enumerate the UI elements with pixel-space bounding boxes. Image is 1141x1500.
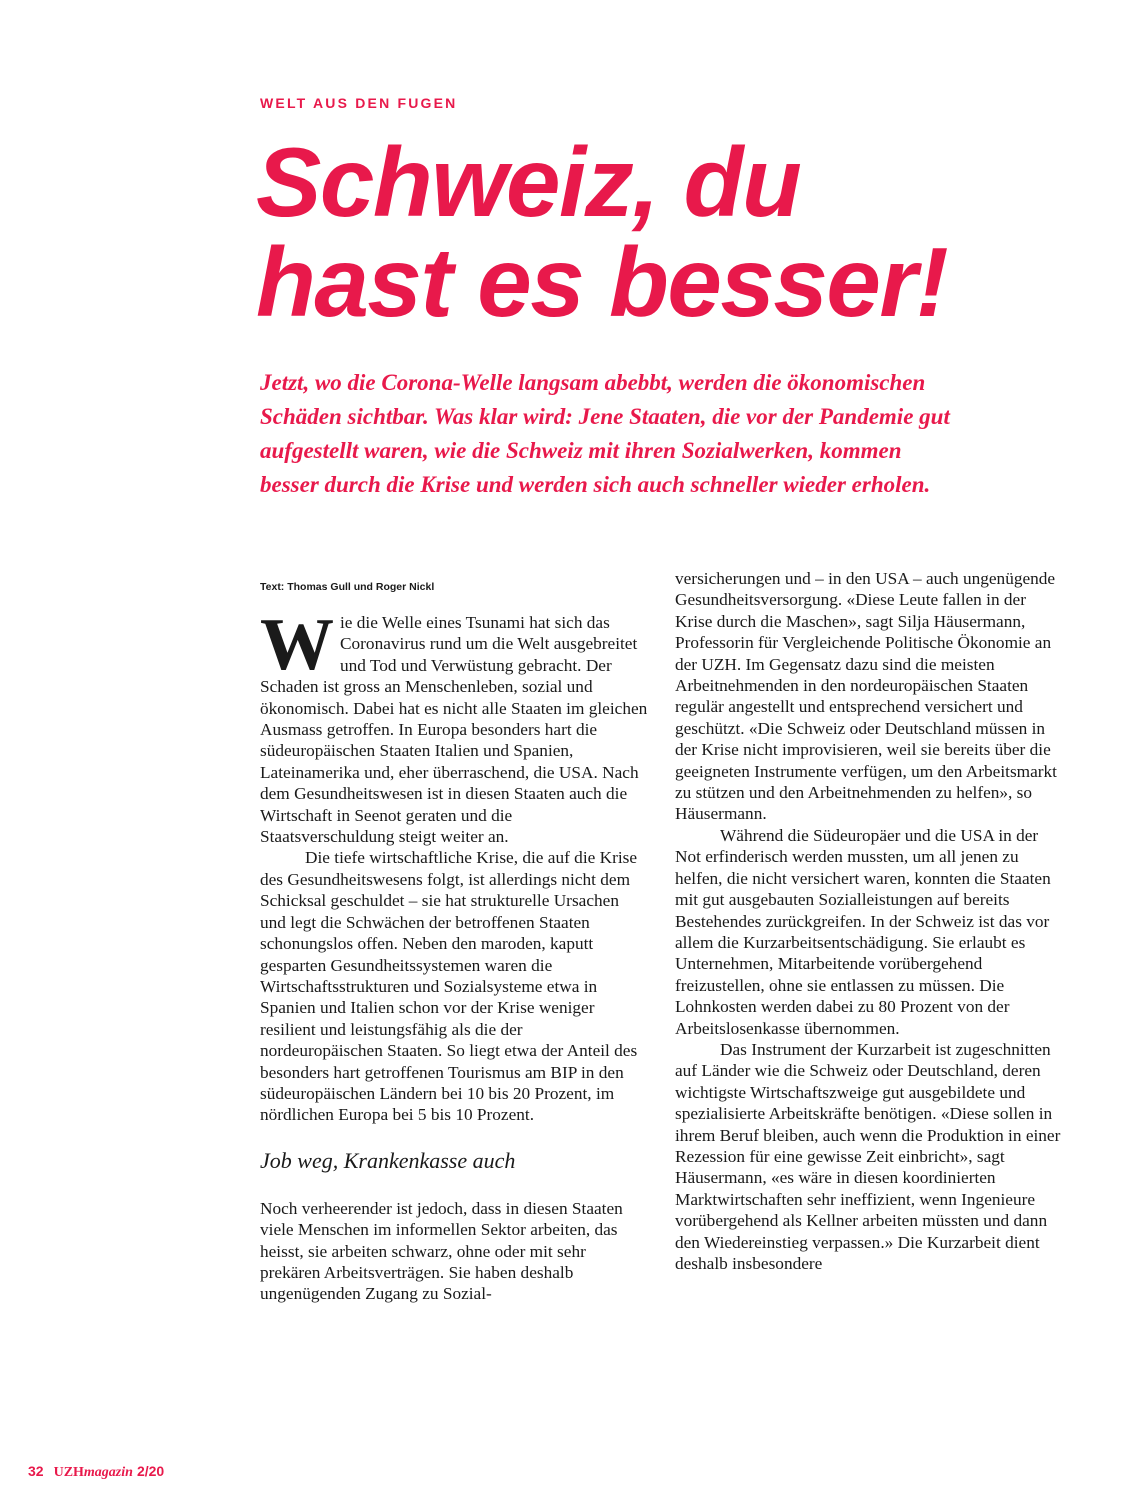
body-paragraph-6: Das Instrument der Kurzarbeit ist zugeschnitten auf Länder wie die Schweiz oder Deutschland, deren wichtigste Wirtschaftszweige gut ausgebildete und spezialisierte Arbeitskräfte benötigen. «Diese sollen in ihrem Beruf bleiben, auch wenn die Produktion in einer Rezession für eine gewisse Zeit einbricht», sagt Häusermann, «es wäre in diesen koordinierten Marktwirtschaften sehr ineffizient, wenn Ingenieure vorübergehend als Kellner arbeiten müssten und dann den Wiedereinstieg verpassen.» Die Kurzarbeit dient deshalb insbesondere — [675, 1039, 1061, 1273]
subheading: Job weg, Krankenkasse auch — [260, 1147, 516, 1173]
body-paragraph-5: Während die Südeuropäer und die USA in der Not erfinderisch werden mussten, um all jenen zu helfen, die nicht versichert waren, konnten die Staaten mit gut ausgebauten Sozialleistungen auf bereits Bestehendes zurückgreifen. In der Schweiz ist das vor allem die Kurzarbeitsentschädigung. Sie erlaubt es Unternehmen, Mitarbeitende vorübergehend freizustellen, ohne sie entlassen zu müssen. Die Lohnkosten werden dabei zu 80 Prozent von der Arbeitslosenkasse übernommen. — [675, 825, 1051, 1038]
column-right — [675, 568, 1063, 1274]
body-paragraph-3: Noch verheerender ist jedoch, dass in diesen Staaten viele Menschen im informellen Sektor arbeiten, das heisst, sie arbeiten schwarz, ohne oder mit sehr prekären Arbeitsverträgen. Sie haben deshalb ungenügenden Zugang zu Sozial- — [260, 1198, 623, 1304]
body-paragraph-4: versicherungen und – in den USA – auch ungenügende Gesundheitsversorgung. «Diese Leute fallen in der Krise durch die Maschen», sagt Silja Häusermann, Professorin für Vergleichende Politische Ökonomie an der UZH. Im Gegensatz dazu sind die meisten Arbeitnehmenden in den nordeuropäischen Staaten regulär angestellt und entsprechend versichert und geschützt. «Die Schweiz oder Deutschland müssen in der Krise nicht improvisieren, weil sie bereits über die geeigneten Instrumente verfügen, um den Arbeitsmarkt zu stützen und den Arbeitnehmenden zu helfen», so Häusermann. — [675, 569, 1057, 824]
headline — [256, 127, 1136, 337]
lead-paragraph: Jetzt, wo die Corona-Welle langsam abebbt, werden die ökonomischen Schäden sichtbar. Was klar wird: Jene Staaten, die vor der Pandemie gut aufgestellt waren, wie die Schweiz mit ihren Sozialwerken, kommen besser durch die Krise und werden sich auch schneller wieder erholen. — [260, 370, 950, 497]
body-paragraph-2: Die tiefe wirtschaftliche Krise, die auf die Krise des Gesundheitswesens folgt, ist allerdings nicht dem Schicksal geschuldet – sie hat strukturelle Ursachen und legt die Schwächen der betroffenen Staaten schonungslos offen. Neben den maroden, kaputt gesparten Gesundheitssystemen waren die Wirtschaftsstrukturen und Sozialsysteme etwa in Spanien und Italien schon vor der Krise weniger resilient und leistungsfähig als die der nordeuropäischen Staaten. So liegt etwa der Anteil des besonders hart getroffenen Tourismus am BIP in den südeuropäischen Ländern bei 10 bis 20 Prozent, im nördlichen Europa bei 5 bis 10 Prozent. — [260, 848, 638, 1125]
page-number: 32 — [28, 1463, 44, 1479]
magazine-name: magazin — [83, 1465, 133, 1480]
headline-line-1: Schweiz, du — [256, 127, 801, 237]
byline: Text: Thomas Gull und Roger Nickl — [260, 581, 435, 593]
column-left — [260, 604, 648, 1305]
kicker: WELT AUS DEN FUGEN — [260, 95, 458, 111]
page-footer — [28, 1463, 164, 1481]
issue-number: 2/20 — [136, 1463, 165, 1479]
magazine-brand: UZH — [53, 1465, 84, 1480]
drop-cap: W — [260, 604, 334, 686]
headline-line-2: hast es besser! — [256, 227, 948, 337]
body-paragraph-1-text: ie die Welle eines Tsunami hat sich das Coronavirus rund um die Welt ausgebreitet und Tod und Verwüstung gebracht. Der Schaden ist gross an Menschenleben, sozial und ökonomisch. Dabei hat es nicht alle Staaten im gleichen Ausmass getroffen. In Europa besonders hart die südeuropäischen Staaten Italien und Spanien, Lateinamerika und, eher überraschend, die USA. Nach dem Gesundheitswesen ist in diesen Staaten auch die Wirtschaft in Seenot geraten und die Staatsverschuldung steigt weiter an. — [260, 613, 648, 847]
body-paragraph-1 — [260, 604, 648, 847]
